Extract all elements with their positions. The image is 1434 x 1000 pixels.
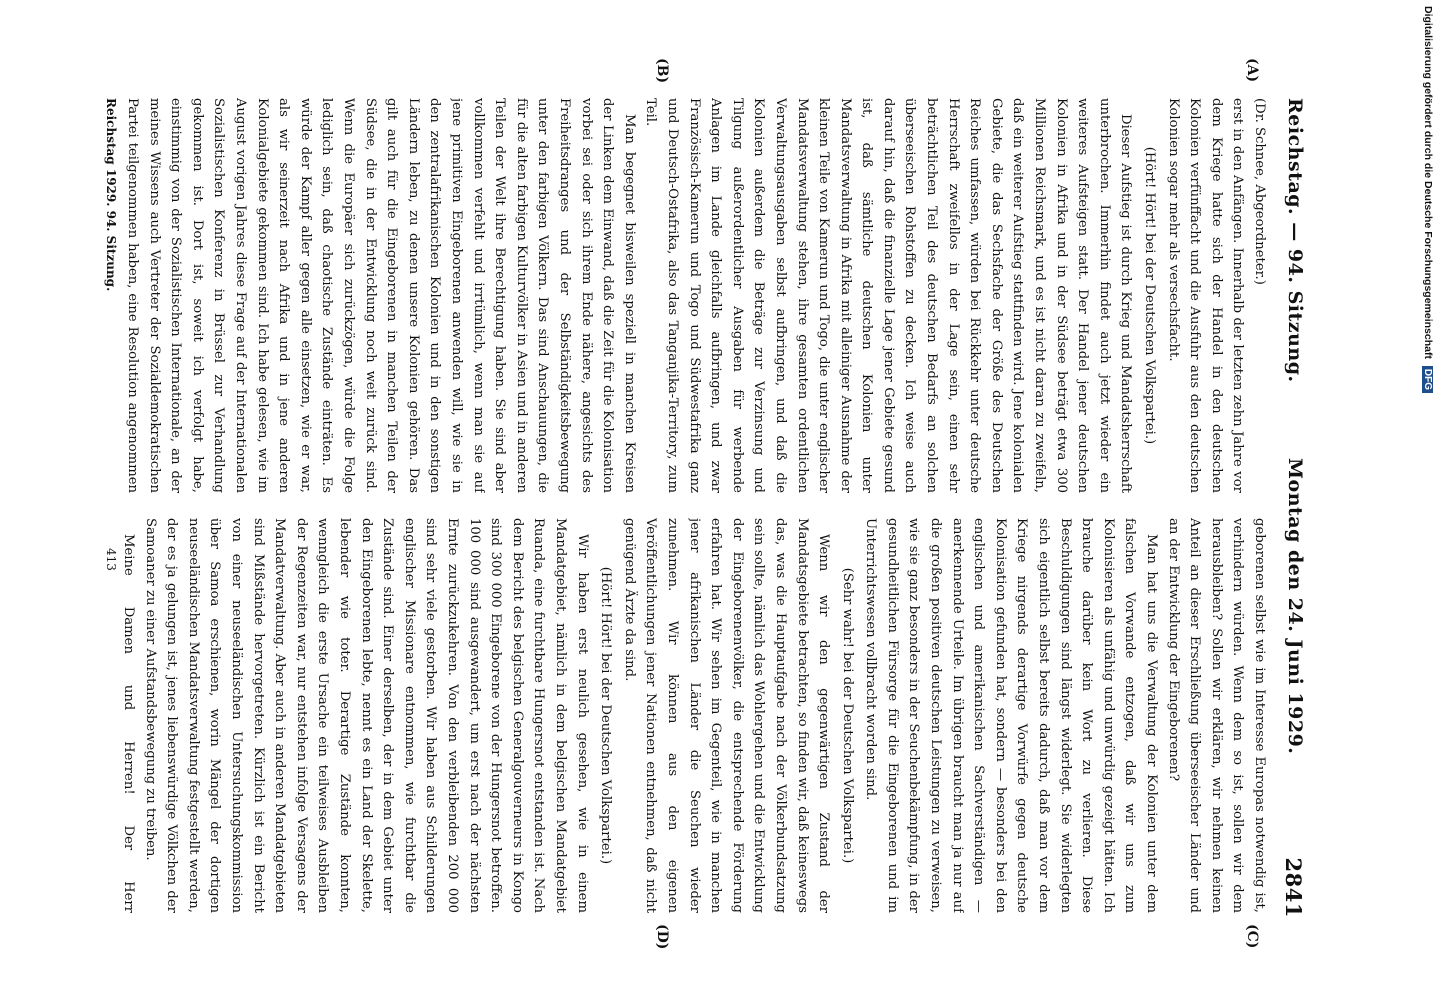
column-right (120, 518, 1270, 913)
marker-b: (B) (654, 58, 670, 84)
paragraph: Wir haben erst neulich gesehen, wie in einem Mandatgebiet, nämlich in dem belgischen Mandatgebiet Ruanda, eine furchtbare Hungersnot entstanden ist. Nach dem Bericht des belgischen Generalgouverneurs in Kongo sind 300 000 Eingeborene von der Hungersnot betroffen. 100 000 sind ausgewandert, um erst nach der nächsten Ernte zurückzukehren. Von den verbleibenden 200 000 sind sehr viele gestorben. Wir haben aus Schilderungen englischer Missionare entnommen, wie furchtbar die Zustände sind. Einer derselben, der in dem Gebiet unter den Eingeborenen lebte, nennt es ein Land der Skelette, lebender wie toter. Derartige Zustände konnten, wenngleich die erste Ursache ein teilweises Ausbleiben der Regenzeiten war, nur entstehen infolge Versagens der Mandatverwaltung. Aber auch in anderen Mandatgebieten sind Mißstände hervorgetreten. Kürzlich ist ein Bericht von einer neuseeländischen Untersuchungskommission über Samoa erschienen, worin Mängel der dortigen neuseeländischen Mandatsverwaltung festgestellt werden, der es ja gelungen ist, jenes liebenswürdige Völkchen der Samoaner zu einer Aufstandsbewegung zu treiben. (142, 518, 590, 913)
marker-d: (D) (654, 924, 670, 950)
dfg-logo-icon: DFG (1422, 366, 1433, 393)
interjection: (Hört! Hört! bei der Deutschen Volkspartei.) (598, 566, 614, 865)
header-date: Montag den 24. Juni 1929. (1284, 458, 1306, 755)
paragraph: erst in den Anfängen. Innerhalb der letzten zehn Jahre vor dem Kriege hatte sich der Handel in den deutschen Kolonien verfünffacht und die Ausfuhr aus den deutschen Kolonien sogar mehr als versechsfacht. (1165, 98, 1246, 493)
marker-a: (A) (1244, 58, 1260, 83)
paragraph: Man begegnet bisweilen speziell in manchen Kreisen der Linken dem Einwand, daß die Zeit für die Kolonisation vorbei sei oder sich ihrem Ende nähere, angesichts des Freiheitsdranges und der Selbständigkeitsbewegung unter den farbigen Völkern. Das sind Anschauungen, die für die alten farbigen Kulturvölker in Asien und in anderen Teilen der Welt ihre Berechtigung haben. Sie sind aber vollkommen verfehlt und irrtümlich, wenn man sie auf jene primitiven Eingeborenen anwenden will, wie sie in den zentralafrikanischen Kolonien und in den sonstigen Ländern leben, zu denen unsere Kolonien gehören. Das gilt auch für die Eingeborenen in manchen Teilen der Südsee, die in der Entwicklung noch weit zurück sind. Wenn die Europäer sich zurückzögen, würde die Folge lediglich sein, daß chaotische Zustände einträten. Es würde der Kampf aller gegen alle einsetzen, wie er war, als wir seinerzeit nach Afrika und in jene anderen Kolonialgebiete gekommen sind. Ich habe gelesen, wie im August vorigen Jahres diese Frage auf der Internationalen Sozialistischen Konferenz in Brüssel zur Verhandlung gekommen ist. Dort ist, soweit ich verfolgt habe, einstimmig von der Sozialistischen Internationale, an der meines Wissens auch Vertreter der Sozialdemokratischen Partei teilgenommen haben, eine Resolution angenommen (125, 98, 637, 493)
marker-c: (C) (1244, 924, 1260, 949)
rotated-page (70, 58, 1310, 950)
paragraph: geborenen selbst wie im Interesse Europas notwendig ist, verhindern würden. Wenn dem so ist, sollen wir dem herausbleiben? Sollen wir erklären, wir nehmen keinen Anteil an dieser Erschließung überseeischer Länder und an der Entwicklung der Eingeborenen? (1165, 518, 1267, 913)
paragraph: Meine Damen und Herren! Der Herr (121, 534, 137, 913)
page-footer (94, 98, 118, 918)
paragraph: Dieser Aufstieg ist durch Krieg und Mandatsherrschaft unterbrochen. Immerhin findet auch jetzt wieder ein weiteres Aufsteigen statt. Der Handel jener deutschen Kolonien in Afrika und in der Südsee beträgt etwa 300 Millionen Reichsmark, und es ist nicht daran zu zweifeln, daß ein weiterer Aufstieg stattfinden wird. Jene kolonialen Gebiete, die das Sechsfache der Größe des Deutschen Reiches umfassen, würden bei Rückkehr unter deutsche Herrschaft zweifellos in der Lage sein, einen sehr beträchtlichen Teil des deutschen Bedarfs an solchen überseeischen Rohstoffen zu decken. Ich weise auch darauf hin, daß die finanzielle Lage jener Gebiete gesund ist, daß sämtliche deutschen Kolonien unter Mandatsverwaltung in Afrika mit alleiniger Ausnahme der kleinen Teile von Kamerun und Togo, die unter englischer Mandatsverwaltung stehen, ihre gesamten ordentlichen Verwaltungsausgaben selbst aufbringen, und daß die Kolonien außerdem die Beträge zur Verzinsung und Tilgung außerordentlicher Ausgaben für werbende Anlagen im Lande gleichfalls aufbringen, und zwar Französisch-Kamerun und Togo und Südwestafrika ganz und Deutsch-Ostafrika, also das Tanganjika-Territory, zum Teil. (643, 98, 1134, 493)
funding-text: Digitalisierung gefördert durch die Deutsche Forschungsgemeinschaft (1422, 6, 1434, 359)
column-left (120, 98, 1270, 493)
interjection: (Hört! Hört! bei der Deutschen Volkspartei.) (1142, 146, 1158, 445)
header-session: Reichstag. — 94. Sitzung. (1284, 98, 1306, 383)
page-number: 2841 (1281, 857, 1306, 918)
paragraph: Wenn wir den gegenwärtigen Zustand der Mandatsgebiete betrachten, so finden wir, daß keineswegs das, was die Hauptaufgabe nach der Völkerbundsatzung sein sollte, nämlich das Wohlergehen und die Entwicklung der Eingeborenenvölker, die entsprechende Förderung erfahren hat. Wir sehen im Gegenteil, wie in manchen jener afrikanischen Länder die Seuchen wieder zunehmen. Wir können aus den eigenen Veröffentlichungen jener Nationen entnehmen, daß nicht genügend Ärzte da sind. (621, 518, 832, 913)
footer-sheet-number: 413 (104, 548, 118, 571)
interjection: (Sehr wahr! bei der Deutschen Volkspartei.) (839, 567, 855, 864)
paragraph: Man hat uns die Verwaltung der Kolonien unter dem falschen Vorwande entzogen, daß wir uns zum Kolonisieren als unfähig und unwürdig gezeigt hätten. Ich brauche darüber kein Wort zu verlieren. Diese Beschuldigungen sind längst widerlegt. Sie widerlegten sich eigentlich selbst bereits dadurch, daß man vor dem Kriege nirgends derartige Vorwürfe gegen deutsche Kolonisation gefunden hat, sondern — besonders bei den englischen und amerikanischen Sachverständigen — anerkennende Urteile. Im übrigen braucht man ja nur auf die großen positiven deutschen Leistungen zu verweisen, wie sie ganz besonders in der Seuchenbekämpfung, in der gesundheitlichen Fürsorge für die Eingeborenen und im Unterrichtswesen vollbracht worden sind. (863, 518, 1160, 913)
page-header (1276, 98, 1310, 918)
speaker-line: (Dr. Schnee, Abgeordneter.) (1252, 98, 1267, 285)
funding-caption (1422, 6, 1434, 393)
footer-session: Reichstag 1929. 94. Sitzung. (104, 98, 118, 292)
